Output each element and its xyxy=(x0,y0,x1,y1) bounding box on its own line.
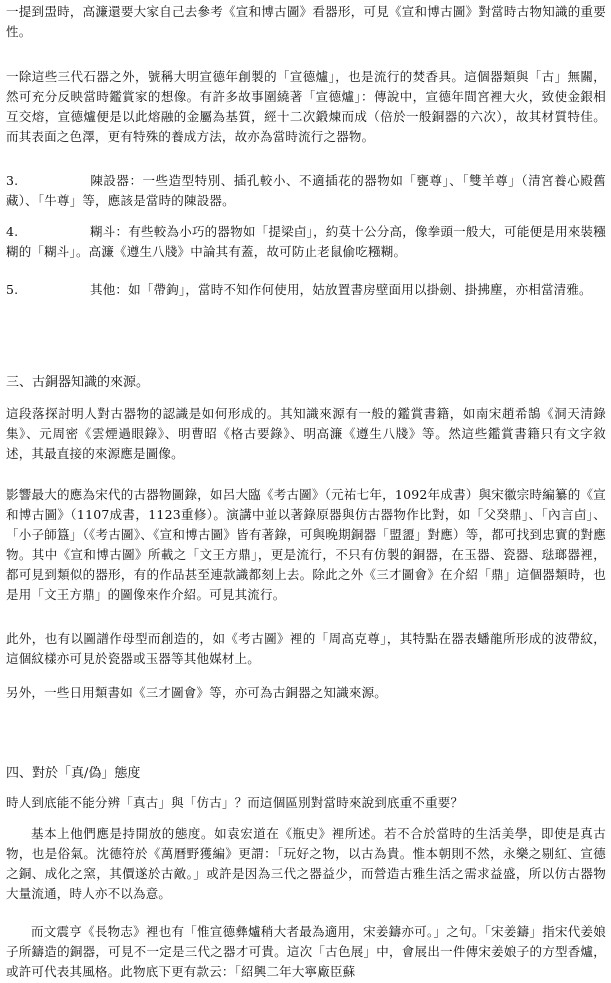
list-item-5 xyxy=(6,280,606,300)
paragraph-changwu-zhi: 而文震亨《長物志》裡也有「惟宣德彝爐稍大者最為適用，宋姜鑄亦可。」之句。「宋姜鑄」指宋代姜娘子所鑄造的銅器，可見不一定是三代之器才可貴。這次「古色展」中，會展出一件傳宋姜娘子的方型香爐，或許可代表其風格。此物底下更有款云：「紹興二年大寧廠臣蘇 xyxy=(6,924,606,979)
list-item-3-text: 陳設器：一些造型特別、插孔較小、不適插花的器物如「甕尊」、「雙羊尊」（清宮養心殿舊藏）、「牛尊」等，應該是當時的陳設器。 xyxy=(6,173,606,208)
paragraph-sancai-tuhui: 另外，一些日用類書如《三才圖會》等，亦可為古銅器之知識來源。 xyxy=(6,685,388,700)
list-item-4-number: 4. xyxy=(6,224,19,239)
section-heading-3: 三、古銅器知識的來源。 xyxy=(6,375,150,390)
section-heading-4: 四、對於「真/偽」態度 xyxy=(6,766,141,781)
paragraph-song-catalogues: 影響最大的應為宋代的古器物圖錄，如呂大臨《考古圖》（元祐七年，1092年成書）與宋徽宗時編纂的《宣和博古圖》（1107成書，1123重修）。演講中並以著錄原器與仿古器物作比對，如「父癸鼎」、「內言卣」、「小子師簋」（《考古圖》、《宣和博古圖》皆有著錄，可與晚期銅器「盟盨」對應）等，都可找到忠實的對應物。其中《宣和博古圖》所載之「文王方鼎」，更是流行，不只有仿製的銅器，在玉器、瓷器、琺瑯器裡，都可見到類似的器形，有的作品甚至連款識都刻上去。除此之外《三才圖會》在介紹「鼎」這個器類時，也是用「文王方鼎」的圖像來作介紹。可見其流行。 xyxy=(6,487,606,602)
paragraph-question: 時人到底能不能分辨「真古」與「仿古」？而這個區別對當時來說到底重不重要？ xyxy=(6,795,464,810)
paragraph-knowledge-sources: 這段落探討明人對古器物的認識是如何形成的。其知識來源有一般的鑑賞書籍，如南宋趙希鵠《洞天清錄集》、元周密《雲煙過眼錄》、明曹昭《格古要錄》、明高濂《遵生八牋》等。然這些鑑賞書籍只有文字敘述，其最直接的來源應是圖像。 xyxy=(6,406,606,461)
paragraph-open-attitude: 基本上他們應是持開放的態度。如袁宏道在《瓶史》裡所述。若不合於當時的生活美學，即使是真古物，也是俗氣。沈德符於《萬曆野獲編》更謂：「玩好之物，以古為貴。惟本朝則不然，永樂之剔紅、宣德之銅、成化之窯，其價遂於古敵。」或許是因為三代之器益少，而營造古雅生活之需求益盛，所以仿古器物大量流通，時人亦不以為意。 xyxy=(6,826,606,901)
list-item-3 xyxy=(6,171,606,211)
list-item-5-text: 其他：如「帶鉤」，當時不知作何使用，姑放置書房壁面用以掛劍、掛拂塵，亦相當清雅。 xyxy=(90,282,592,297)
paragraph-xuande-censer: 一除這些三代石器之外，號稱大明宣德年創製的「宣德爐」，也是流行的焚香具。這個器類與「古」無關，然可充分反映當時鑑賞家的想像。有許多故事圍繞著「宣德爐」：傳說中，宣德年間宮裡大火，致使金銀相互交熔，宣德爐便是以此熔融的金屬為基質，經十二次鍛煉而成（倍於一般銅器的六次），故其材質特佳。而其表面之色澤，更有特殊的養成方法，故亦為當時流行之器物。 xyxy=(6,69,606,144)
list-item-5-number: 5. xyxy=(6,282,19,297)
list-item-3-number: 3. xyxy=(6,173,19,188)
list-item-4 xyxy=(6,222,606,262)
paragraph-1: 一提到盄時，高濂還要大家自己去參考《宣和博古圖》看器形，可見《宣和博古圖》對當時古物知識的重要性。 xyxy=(6,4,606,39)
paragraph-zhou-gaoke-zun: 此外，也有以圖譜作母型而創造的，如《考古圖》裡的「周高克尊」，其特點在器表蟠龍所形成的波帶紋，這個紋樣亦可見於瓷器或玉器等其他媒材上。 xyxy=(6,631,606,666)
list-item-4-text: 糊斗：有些較為小巧的器物如「提梁卣」，約莫十公分高，像拳頭一般大，可能便是用來裝糨糊的「糊斗」。高濂《遵生八牋》中論其有蓋，故可防止老鼠偷吃糨糊。 xyxy=(6,224,606,259)
